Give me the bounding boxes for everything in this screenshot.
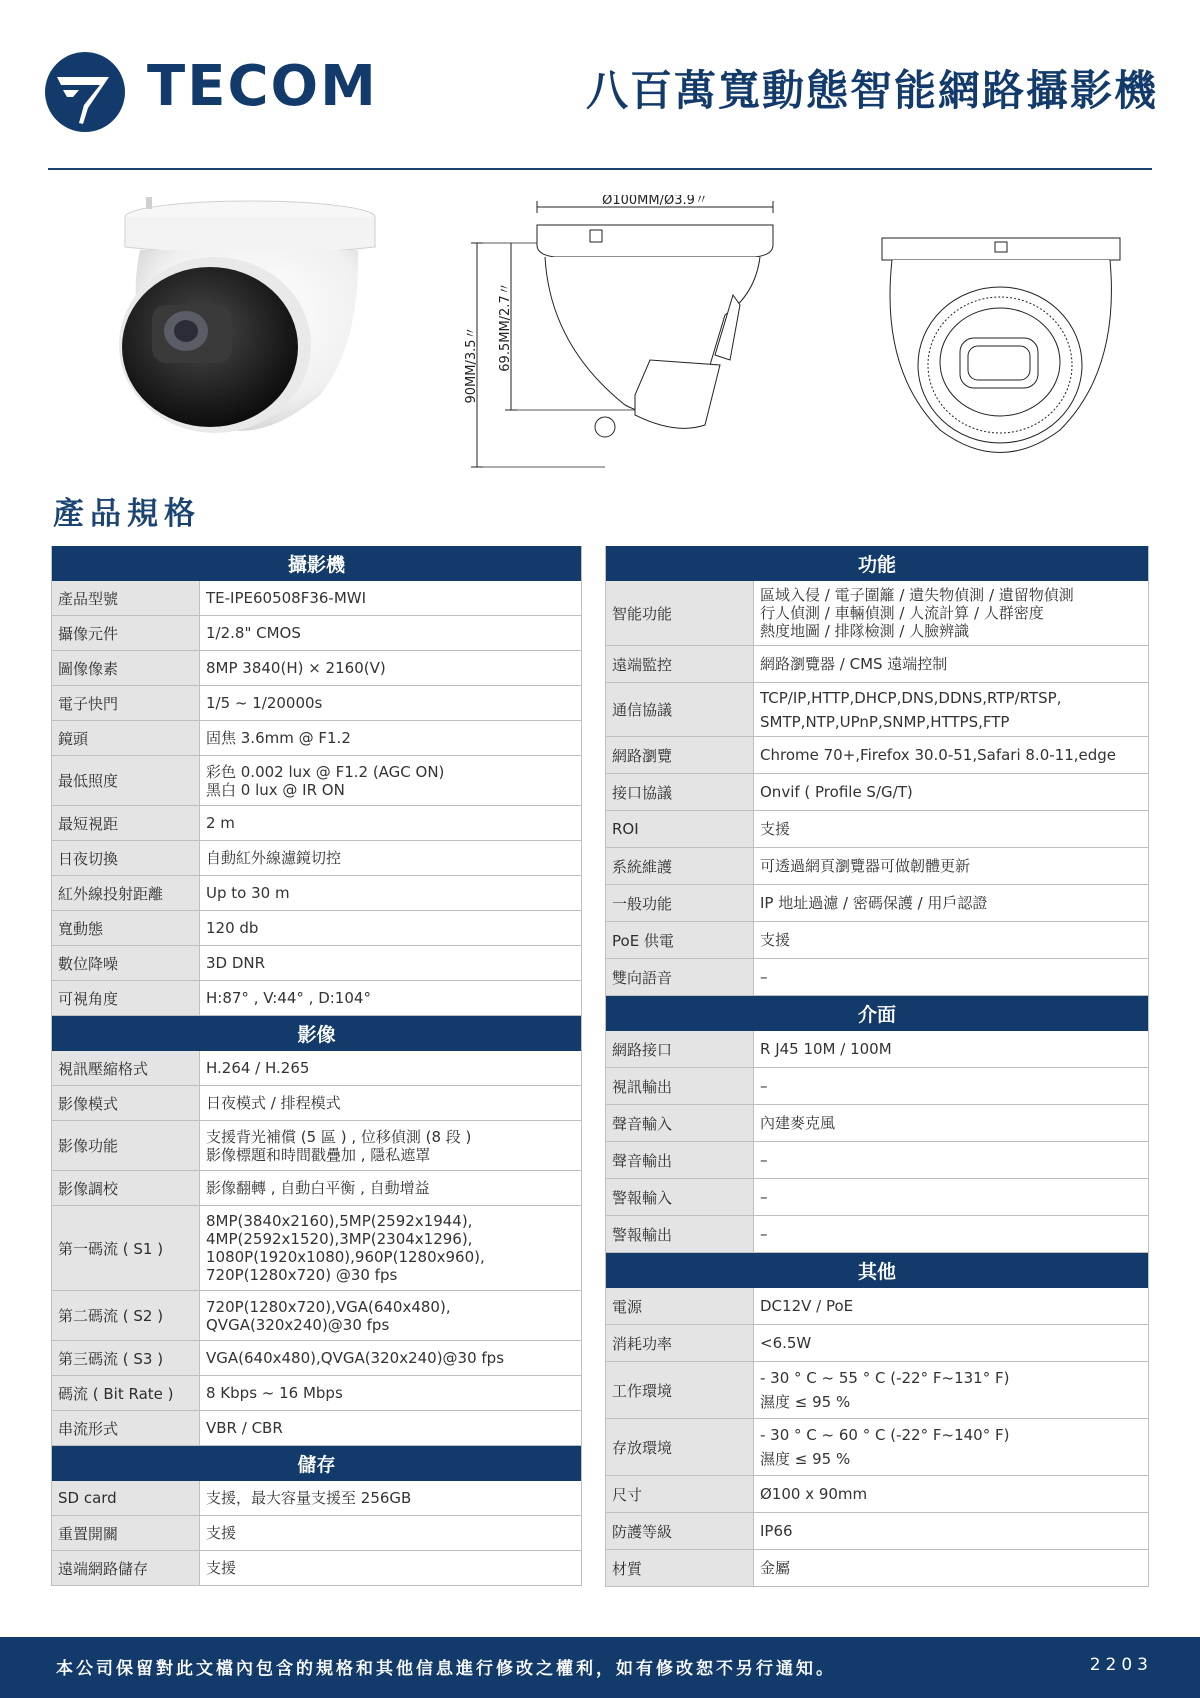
spec-value [200, 686, 581, 720]
spec-label: 網路瀏覽 [606, 737, 754, 773]
spec-value-line: 8MP(3840x2160),5MP(2592x1944), [206, 1212, 473, 1230]
spec-value-line: Ø100 x 90mm [760, 1485, 868, 1503]
spec-label: 可視角度 [52, 981, 200, 1015]
spec-value [200, 981, 581, 1015]
spec-label: 電子快門 [52, 686, 200, 720]
spec-value [200, 721, 581, 755]
spec-value [754, 1288, 1148, 1324]
spec-row [52, 981, 581, 1016]
spec-row [52, 651, 581, 686]
brand-logo [43, 50, 443, 140]
spec-row [606, 1031, 1148, 1068]
spec-row [52, 721, 581, 756]
spec-row [52, 1051, 581, 1086]
spec-row [52, 1341, 581, 1376]
spec-value-line: - 30 ° C ~ 60 ° C (-22° F~140° F) [760, 1426, 1010, 1444]
spec-row [52, 1376, 581, 1411]
spec-label: 影像模式 [52, 1086, 200, 1120]
spec-label: ROI [606, 811, 754, 847]
spec-value-line: Chrome 70+,Firefox 30.0-51,Safari 8.0-11,edge [760, 746, 1117, 764]
spec-label: 聲音輸入 [606, 1105, 754, 1141]
spec-value-line: Up to 30 m [206, 884, 290, 902]
footer-disclaimer: 本公司保留對此文檔內包含的規格和其他信息進行修改之權利，如有修改恕不另行通知。 [56, 1659, 836, 1679]
header-divider [48, 168, 1152, 170]
spec-value [754, 1068, 1148, 1104]
spec-row [52, 1086, 581, 1121]
spec-label: 系統維護 [606, 848, 754, 884]
front-view-drawing [870, 230, 1130, 480]
spec-label: 材質 [606, 1550, 754, 1586]
spec-value-line: IP 地址過濾 / 密碼保護 / 用戶認證 [760, 894, 988, 912]
spec-row [52, 806, 581, 841]
spec-value-line: 1/2.8" CMOS [206, 624, 301, 642]
spec-label: 尺寸 [606, 1476, 754, 1512]
spec-value-line: – [760, 1188, 768, 1206]
spec-value [754, 1419, 1148, 1475]
spec-row [52, 686, 581, 721]
spec-value-line: 8MP 3840(H) × 2160(V) [206, 659, 386, 677]
spec-label: 警報輸出 [606, 1216, 754, 1252]
spec-value [754, 848, 1148, 884]
spec-value [200, 1171, 581, 1205]
spec-value [200, 1206, 581, 1290]
spec-value-line: Onvif ( Profile S/G/T) [760, 783, 913, 801]
spec-value [200, 616, 581, 650]
spec-label: 產品型號 [52, 581, 200, 615]
spec-row [52, 1516, 581, 1551]
side-dimension-drawing [455, 195, 795, 475]
footer-doc-code: 2203 [1089, 1655, 1153, 1675]
spec-value [200, 1341, 581, 1375]
spec-value-line: 固焦 3.6mm @ F1.2 [206, 729, 351, 747]
spec-label: 第一碼流 ( S1 ) [52, 1206, 200, 1290]
spec-label: 最短視距 [52, 806, 200, 840]
spec-value [754, 922, 1148, 958]
spec-value-line: - 30 ° C ~ 55 ° C (-22° F~131° F) [760, 1369, 1010, 1387]
spec-row [606, 959, 1148, 996]
spec-row [52, 911, 581, 946]
spec-value [754, 1142, 1148, 1178]
spec-label: 視訊輸出 [606, 1068, 754, 1104]
spec-value-line: R J45 10M / 100M [760, 1040, 892, 1058]
spec-value-line: 2 m [206, 814, 235, 832]
spec-row [606, 1105, 1148, 1142]
spec-value-line: – [760, 1077, 768, 1095]
spec-row [52, 946, 581, 981]
spec-label: 雙向語音 [606, 959, 754, 995]
spec-label: 數位降噪 [52, 946, 200, 980]
spec-value [200, 1551, 581, 1585]
spec-row [606, 885, 1148, 922]
spec-value-line: 120 db [206, 919, 259, 937]
spec-label: 第二碼流 ( S2 ) [52, 1291, 200, 1340]
spec-value-line: 濕度 ≤ 95 % [760, 1450, 851, 1468]
spec-value [200, 841, 581, 875]
body-height-dimension-label: 69.5MM/2.7〃 [498, 282, 513, 372]
section-header: 影像 [52, 1016, 581, 1051]
spec-row [52, 1291, 581, 1341]
spec-value-line: TCP/IP,HTTP,DHCP,DNS,DDNS,RTP/RTSP, [760, 688, 1062, 707]
spec-label: 重置開關 [52, 1516, 200, 1550]
spec-label: 日夜切換 [52, 841, 200, 875]
spec-row [52, 1171, 581, 1206]
spec-row [606, 1068, 1148, 1105]
spec-row [606, 1476, 1148, 1513]
spec-value-line: 1080P(1920x1080),960P(1280x960), [206, 1248, 485, 1266]
spec-value-line: – [760, 968, 768, 986]
spec-row [606, 1288, 1148, 1325]
spec-row [52, 1121, 581, 1171]
spec-value-line: 區域入侵 / 電子圍籬 / 遺失物偵測 / 遺留物偵測 [760, 586, 1074, 604]
spec-value [754, 737, 1148, 773]
footer-bar [0, 1637, 1200, 1698]
spec-label: 網路接口 [606, 1031, 754, 1067]
spec-value-line: IP66 [760, 1522, 793, 1540]
spec-row [606, 646, 1148, 683]
spec-label: 遠端監控 [606, 646, 754, 682]
spec-label: 工作環境 [606, 1362, 754, 1418]
spec-value [200, 1051, 581, 1085]
spec-value-line: H:87° , V:44° , D:104° [206, 989, 371, 1007]
spec-table-right [605, 546, 1149, 1587]
spec-value-line: 8 Kbps ~ 16 Mbps [206, 1384, 343, 1402]
spec-row [606, 1362, 1148, 1419]
spec-row [606, 774, 1148, 811]
spec-label: 鏡頭 [52, 721, 200, 755]
spec-row [52, 1481, 581, 1516]
spec-value [200, 1376, 581, 1410]
tecom-emblem-icon [43, 50, 127, 134]
spec-row [606, 1216, 1148, 1253]
spec-label: 電源 [606, 1288, 754, 1324]
spec-value-line: 濕度 ≤ 95 % [760, 1393, 851, 1411]
spec-value-line: 黑白 0 lux @ IR ON [206, 780, 345, 799]
spec-value [754, 683, 1148, 736]
spec-value [754, 1105, 1148, 1141]
spec-value-line: QVGA(320x240)@30 fps [206, 1315, 390, 1334]
spec-value-line: 支援 [206, 1559, 237, 1577]
spec-value-line: TE-IPE60508F36-MWI [206, 589, 367, 607]
spec-value [754, 646, 1148, 682]
spec-value [200, 651, 581, 685]
spec-value [754, 885, 1148, 921]
spec-label: 接口協議 [606, 774, 754, 810]
spec-value [200, 876, 581, 910]
spec-label: 智能功能 [606, 581, 754, 645]
spec-label: 消耗功率 [606, 1325, 754, 1361]
spec-row [606, 1550, 1148, 1587]
spec-row [52, 876, 581, 911]
spec-value [200, 911, 581, 945]
spec-row [52, 756, 581, 806]
spec-value-line: DC12V / PoE [760, 1297, 854, 1315]
spec-label: 圖像像素 [52, 651, 200, 685]
spec-value-line: 支援，最大容量支援至 256GB [206, 1489, 412, 1507]
spec-label: 紅外線投射距離 [52, 876, 200, 910]
spec-label: 串流形式 [52, 1411, 200, 1445]
spec-label: 影像功能 [52, 1121, 200, 1170]
spec-value [754, 1362, 1148, 1418]
spec-value [754, 1476, 1148, 1512]
spec-label: 視訊壓縮格式 [52, 1051, 200, 1085]
spec-value [754, 1325, 1148, 1361]
spec-value-line: VBR / CBR [206, 1419, 283, 1437]
spec-value [754, 811, 1148, 847]
spec-value-line: 支援 [760, 931, 791, 949]
spec-value-line: 720P(1280x720),VGA(640x480), [206, 1297, 451, 1316]
spec-row [606, 922, 1148, 959]
spec-label: 攝像元件 [52, 616, 200, 650]
spec-row [606, 683, 1148, 737]
spec-label: 防護等級 [606, 1513, 754, 1549]
spec-value-line: 3D DNR [206, 954, 266, 972]
spec-value-line: 行人偵測 / 車輛偵測 / 人流計算 / 人群密度 [760, 604, 1044, 622]
spec-value-line: 4MP(2592x1520),3MP(2304x1296), [206, 1230, 473, 1248]
spec-value-line: – [760, 1151, 768, 1169]
camera-photo [100, 195, 400, 470]
spec-label: 遠端網路儲存 [52, 1551, 200, 1585]
spec-value-line: 支援背光補償 (5 區 ) , 位移偵測 (8 段 ) [206, 1127, 472, 1146]
spec-label: 存放環境 [606, 1419, 754, 1475]
spec-label: 一般功能 [606, 885, 754, 921]
spec-value-line: H.264 / H.265 [206, 1059, 310, 1077]
spec-value-line: 內建麥克風 [760, 1114, 836, 1132]
spec-label: PoE 供電 [606, 922, 754, 958]
spec-value-line: 支援 [760, 820, 791, 838]
spec-value-line: 彩色 0.002 lux @ F1.2 (AGC ON) [206, 762, 445, 781]
spec-value-line: 金屬 [760, 1559, 791, 1577]
spec-row [52, 1411, 581, 1446]
spec-row [52, 841, 581, 876]
spec-value [754, 1179, 1148, 1215]
section-header: 介面 [606, 996, 1148, 1031]
spec-value [200, 946, 581, 980]
spec-label: SD card [52, 1481, 200, 1515]
spec-value [754, 774, 1148, 810]
spec-value-line: 1/5 ~ 1/20000s [206, 694, 323, 712]
spec-value [200, 1086, 581, 1120]
spec-label: 聲音輸出 [606, 1142, 754, 1178]
spec-section-title: 產品規格 [53, 496, 201, 532]
spec-value [754, 1031, 1148, 1067]
spec-value [200, 581, 581, 615]
spec-value-line: 網路瀏覽器 / CMS 遠端控制 [760, 655, 948, 673]
spec-value-line: 支援 [206, 1524, 237, 1542]
spec-row [606, 1179, 1148, 1216]
spec-row [52, 581, 581, 616]
brand-name: TECOM [147, 54, 378, 119]
spec-label: 影像調校 [52, 1171, 200, 1205]
section-header: 攝影機 [52, 546, 581, 581]
spec-row [606, 848, 1148, 885]
product-title: 八百萬寬動態智能網路攝影機 [585, 66, 1158, 115]
spec-row [606, 1513, 1148, 1550]
spec-value-line: 熱度地圖 / 排隊檢測 / 人臉辨識 [760, 622, 970, 640]
spec-row [52, 1551, 581, 1586]
spec-value [200, 1481, 581, 1515]
spec-value [200, 1291, 581, 1340]
spec-row [606, 811, 1148, 848]
spec-value [200, 1121, 581, 1170]
section-header: 儲存 [52, 1446, 581, 1481]
spec-row [52, 1206, 581, 1291]
height-dimension-label: 90MM/3.5〃 [464, 326, 479, 404]
spec-table-left [51, 546, 582, 1586]
section-header: 功能 [606, 546, 1148, 581]
spec-value-line: VGA(640x480),QVGA(320x240)@30 fps [206, 1349, 505, 1367]
spec-value-line: 影像翻轉 , 自動白平衡 , 自動增益 [206, 1179, 430, 1197]
spec-value [200, 1516, 581, 1550]
spec-value [200, 1411, 581, 1445]
spec-row [606, 737, 1148, 774]
spec-value [200, 756, 581, 805]
width-dimension-label: Ø100MM/Ø3.9〃 [602, 195, 708, 208]
spec-value-line: SMTP,NTP,UPnP,SNMP,HTTPS,FTP [760, 712, 1010, 731]
spec-value [754, 1513, 1148, 1549]
spec-value [754, 1550, 1148, 1586]
spec-row [52, 616, 581, 651]
spec-label: 寬動態 [52, 911, 200, 945]
spec-value-line: 自動紅外線濾鏡切控 [206, 849, 342, 867]
section-header: 其他 [606, 1253, 1148, 1288]
spec-label: 碼流 ( Bit Rate ) [52, 1376, 200, 1410]
spec-value [754, 581, 1148, 645]
spec-label: 警報輸入 [606, 1179, 754, 1215]
spec-value-line: 可透過網頁瀏覽器可做韌體更新 [760, 857, 971, 875]
spec-value [754, 959, 1148, 995]
spec-row [606, 1142, 1148, 1179]
spec-row [606, 1419, 1148, 1476]
spec-value-line: <6.5W [760, 1334, 812, 1352]
spec-value-line: 影像標題和時間戳疊加 , 隱私遮罩 [206, 1145, 431, 1164]
spec-value [754, 1216, 1148, 1252]
spec-label: 最低照度 [52, 756, 200, 805]
spec-label: 通信協議 [606, 683, 754, 736]
spec-value-line: 日夜模式 / 排程模式 [206, 1094, 341, 1112]
spec-value-line: 720P(1280x720) @30 fps [206, 1266, 398, 1284]
spec-label: 第三碼流 ( S3 ) [52, 1341, 200, 1375]
spec-row [606, 581, 1148, 646]
spec-row [606, 1325, 1148, 1362]
spec-value-line: – [760, 1225, 768, 1243]
spec-value [200, 806, 581, 840]
